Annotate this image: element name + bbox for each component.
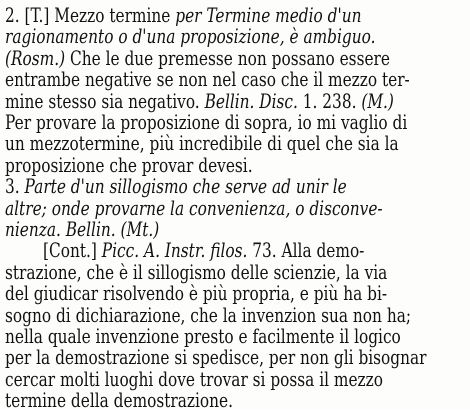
text-segment: 73. Alla demo- <box>247 239 365 263</box>
text-line <box>5 154 371 178</box>
text-segment: Per provare la proposizione di sopra, io mi vaglio di <box>5 111 408 134</box>
text-line <box>5 132 399 156</box>
text-segment: entrambe negative se non nel caso che il mezzo ter- <box>5 68 410 92</box>
text-segment: strazione, che è il sillogismo delle scienzie, la via <box>5 260 388 284</box>
text-line <box>5 4 371 28</box>
text-line <box>5 389 371 413</box>
text-segment: nella quale invenzione presto e facilmente il logico <box>5 325 401 348</box>
text-line <box>5 175 371 199</box>
italic-text-segment: altre; onde provarne la convenienza, o disconve- <box>5 196 383 220</box>
italic-text-segment: Parte d'un sillogismo che serve ad unir le <box>24 175 347 199</box>
text-line <box>5 325 401 349</box>
italic-text-segment: Bellin. Disc. <box>204 89 298 113</box>
text-segment: 2. [T.] Mezzo termine <box>5 4 176 27</box>
text-line <box>5 303 412 328</box>
text-line <box>5 111 408 135</box>
text-line <box>5 68 410 92</box>
text-segment: 1. 238. <box>297 89 362 113</box>
text-segment: Che le due premesse non possano essere <box>65 46 390 70</box>
italic-text-segment: nienza. Bellin. (Mt.) <box>5 218 160 241</box>
text-line <box>5 196 383 221</box>
text-line <box>5 260 388 285</box>
text-line <box>5 367 383 392</box>
text-line <box>5 25 376 49</box>
text-segment: proposizione che provar devesi. <box>5 153 253 177</box>
text-segment: cercar molti luoghi dove trovar si possa il mezzo <box>5 367 383 391</box>
text-segment: termine della demostrazione. <box>5 389 233 413</box>
italic-text-segment: (Rosm.) <box>5 46 66 70</box>
italic-text-segment: Picc. A. Instr. filos. <box>101 239 248 263</box>
italic-text-segment: per Termine medio d'un <box>175 4 362 27</box>
text-segment: sogno di dichiarazione, che la invenzion sua non ha; <box>5 303 412 327</box>
text-line <box>5 46 390 71</box>
text-segment: un mezzotermine, più incredibile di quel che sia la <box>5 132 399 156</box>
text-segment: 3. <box>5 175 25 199</box>
text-line <box>5 282 388 306</box>
text-line <box>43 239 379 263</box>
italic-text-segment: ragionamento o d'una proposizione, è ambiguo. <box>5 25 376 49</box>
text-segment: [Cont.] <box>43 239 102 263</box>
italic-text-segment: (M.) <box>361 89 394 113</box>
text-segment: mine stesso sia negativo. <box>5 89 205 113</box>
text-line <box>5 218 371 242</box>
text-line <box>5 346 427 370</box>
text-segment: per la demostrazione si spedisce, per non gli bisognar <box>5 346 427 370</box>
text-line <box>5 89 394 114</box>
text-segment: del giudicar risolvendo è più propria, e più ha bi- <box>5 282 388 306</box>
